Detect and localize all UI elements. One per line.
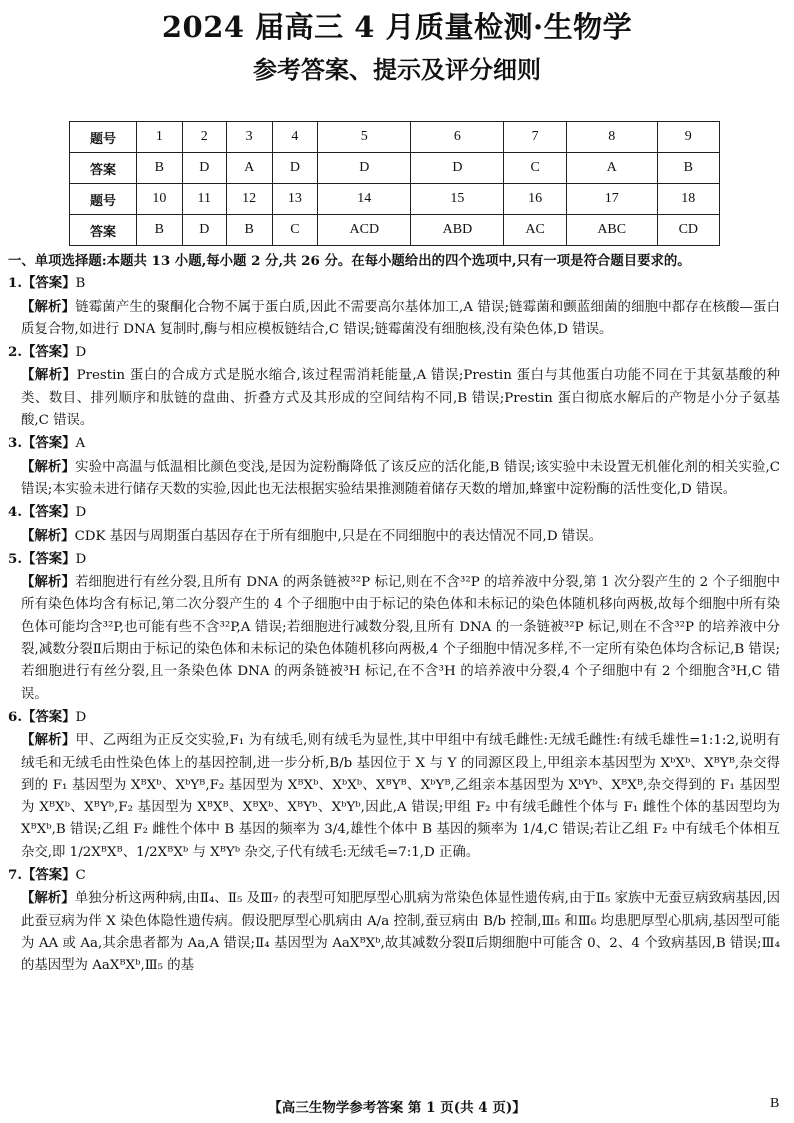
section-heading: 一、单项选择题:本题共 13 小题,每小题 2 分,共 26 分。在每小题给出的四个选项中,只有一项是符合题目要求的。 [8,253,691,269]
answer-line [8,341,780,364]
page-subtitle: 参考答案、提示及评分细则 [253,55,541,84]
answer-table-cell: ABD [411,215,504,246]
answer-table-cell: 7 [504,122,566,153]
question-list [8,272,780,977]
answer-table-cell: 9 [657,122,719,153]
answer-table-cell: 14 [318,184,411,215]
answer-line [8,432,780,455]
answer-value: A [75,436,86,452]
answer-table-cell: 18 [657,184,719,215]
row-label: 答案 [70,215,137,246]
question-number: 7. [8,867,22,884]
explanation-tag: 【解析】 [21,732,76,749]
row-label: 题号 [70,122,137,153]
answer-table-cell: 17 [566,184,657,215]
explanation [8,887,780,977]
explanation-text: CDK 基因与周期蛋白基因存在于所有细胞中,只是在不同细胞中的表达情况不同,D 错误。 [74,528,602,544]
explanation-tag: 【解析】 [21,298,76,315]
page-title: 2024 届高三 4 月质量检测·生物学 [161,10,633,44]
answer-table-cell: D [182,215,226,246]
answer-tag: 【答案】 [21,867,76,884]
answer-tag: 【答案】 [21,435,76,452]
page-footer: 【高三生物学参考答案 第 1 页(共 4 页)】 [268,1100,526,1116]
answer-tag: 【答案】 [21,504,76,521]
answer-table-cell: B [657,153,719,184]
explanation-tag: 【解析】 [21,458,76,475]
answer-table-cell: B [137,153,183,184]
row-label: 答案 [70,153,137,184]
answer-table-cell: D [411,153,504,184]
answer-table-cell: 6 [411,122,504,153]
answer-line [8,548,780,571]
answer-table-cell: 4 [272,122,318,153]
question-number: 1. [8,275,22,292]
version-label: B [770,1096,780,1111]
answer-tag: 【答案】 [21,344,76,361]
answer-table-cell: 15 [411,184,504,215]
answer-value: D [75,505,87,521]
answer-line [8,864,780,887]
answer-tag: 【答案】 [21,708,76,725]
explanation [8,525,780,548]
answer-table-cell: D [182,153,226,184]
explanation-text: 若细胞进行有丝分裂,且所有 DNA 的两条链被³²P 标记,则在不含³²P 的培养液中分裂,第 1 次分裂产生的 2 个子细胞中所有染色体均含有标记,第二次分裂产生的 4 个子细胞中由于标记的染色体和未标记的染色体随机移向两极,故每个细胞中所有染色体可能均含³²P,也可能有些不含³²P,A 错误;若细胞进行减数分裂,且所有 DNA 的一条链被³²P 标记,则在不含³²P 的培养液中分裂,减数分裂Ⅱ后期由于标记的染色体和未标记的染色体随机移向两极,4 个子细胞中情况多样,不一定所有染色体均含标记,B 错误;若细胞进行有丝分裂,且一条染色体 DNA 的两条链被³H 标记,在不含³H 的培养液中分裂,4 个子细胞中有 2 个细胞含³H,C 错误。 [21,575,780,702]
answer-table-cell: 5 [318,122,411,153]
answer-table-cell: 1 [137,122,183,153]
answer-table-cell: A [226,153,272,184]
explanation [8,729,780,864]
answer-tag: 【答案】 [21,275,76,292]
explanation-tag: 【解析】 [21,527,75,544]
answer-table-cell: 11 [182,184,226,215]
question-number: 3. [8,435,22,452]
answer-table-cell: D [272,153,318,184]
answer-line [8,501,780,524]
question-number: 6. [8,708,22,725]
answer-table-cell: CD [657,215,719,246]
explanation-tag: 【解析】 [21,367,77,384]
question-number: 4. [8,504,22,521]
explanation [8,456,780,502]
answer-table-row [70,215,720,246]
row-label: 题号 [70,184,137,215]
answer-line [8,706,780,729]
answer-table-cell: B [137,215,183,246]
answer-table [69,121,720,246]
answer-table-cell: 10 [137,184,183,215]
explanation-tag: 【解析】 [21,574,76,591]
document-body [8,250,780,978]
answer-value: D [75,345,87,361]
answer-table-row [70,122,720,153]
explanation-text: 单独分析这两种病,由Ⅱ₄、Ⅱ₅ 及Ⅲ₇ 的表型可知肥厚型心肌病为常染色体显性遗传病,由于Ⅱ₅ 家族中无蚕豆病致病基因,因此蚕豆病为伴 X 染色体隐性遗传病。假设肥厚型心肌病由 A/a 控制,蚕豆病由 B/b 控制,Ⅲ₅ 和Ⅲ₆ 均患肥厚型心肌病,基因型可能为 AA 或 Aa,其余患者都为 Aa,A 错误;Ⅱ₄ 基因型为 AaXᴮXᵇ,故其减数分裂Ⅱ后期细胞中可能含 0、2、4 个致病基因,B 错误;Ⅲ₄ 的基因型为 AaXᴮXᵇ,Ⅲ₅ 的基 [21,891,780,974]
question-number: 2. [8,344,22,361]
answer-table-cell: D [318,153,411,184]
explanation [8,296,780,342]
explanation-tag: 【解析】 [21,890,75,907]
explanation [8,571,780,706]
answer-table-row [70,153,720,184]
answer-table-cell: 16 [504,184,566,215]
answer-value: D [75,551,87,567]
explanation-text: 甲、乙两组为正反交实验,F₁ 为有绒毛,则有绒毛为显性,其中甲组中有绒毛雌性:无绒毛雌性:有绒毛雄性=1:1:2,说明有绒毛和无绒毛由性染色体上的基因控制,进一步分析,B/b 基因位于 X 与 Y 的同源区段上,甲组亲本基因型为 XᵇXᵇ、XᴮYᴮ,杂交得到的 F₁ 基因型为 XᴮXᵇ、XᵇYᴮ,F₂ 基因型为 XᴮXᵇ、XᵇXᵇ、XᴮYᴮ、XᵇYᴮ,乙组亲本基因型为 XᵇYᵇ、XᴮXᴮ,杂交得到的 F₁ 基因型为 XᴮXᵇ、XᴮYᵇ,F₂ 基因型为 XᴮXᴮ、XᴮXᵇ、XᴮYᵇ、XᵇYᵇ,因此,A 错误;甲组 F₂ 中有绒毛雌性个体与 F₁ 雌性个体的基因型均为 XᴮXᵇ,B 错误;乙组 F₂ 雌性个体中 B 基因的频率为 3/4,雄性个体中 B 基因的频率为 1/4,C 错误;若让乙组 F₂ 中有绒毛个体相互杂交,即 1/2XᴮXᴮ、1/2XᴮXᵇ 与 XᴮYᵇ 杂交,子代有绒毛:无绒毛=7:1,D 正确。 [21,733,781,860]
answer-table-cell: 2 [182,122,226,153]
answer-tag: 【答案】 [21,550,76,567]
answer-table-cell: 8 [566,122,657,153]
answer-table-cell: 3 [226,122,272,153]
explanation-text: 链霉菌产生的聚酮化合物不属于蛋白质,因此不需要高尔基体加工,A 错误;链霉菌和颤蓝细菌的细胞中都存在核酸—蛋白质复合物,如进行 DNA 复制时,酶与相应模板链结合,C 错误;链霉菌没有细胞核,没有染色体,D 错误。 [21,299,780,337]
answer-table-cell: 13 [272,184,318,215]
answer-table-cell: C [272,215,318,246]
question-number: 5. [8,550,22,567]
answer-value: C [75,868,86,884]
answer-value: B [75,276,86,292]
explanation-text: 实验中高温与低温相比颜色变浅,是因为淀粉酶降低了该反应的活化能,B 错误;该实验中未设置无机催化剂的相关实验,C 错误;本实验未进行储存天数的实验,因此也无法根据实验结果推测随着储存天数的增加,蜂蜜中淀粉酶的活性变化,D 错误。 [21,459,781,497]
answer-table-cell: ACD [318,215,411,246]
answer-table-cell: B [226,215,272,246]
explanation [8,364,780,432]
answer-line [8,272,780,295]
answer-table-row [70,184,720,215]
answer-value: D [75,709,87,725]
answer-table-cell: A [566,153,657,184]
answer-table-cell: C [504,153,566,184]
answer-table-cell: AC [504,215,566,246]
explanation-text: Prestin 蛋白的合成方式是脱水缩合,该过程需消耗能量,A 错误;Prestin 蛋白与其他蛋白功能不同在于其氨基酸的种类、数目、排列顺序和肽链的盘曲、折叠方式及其形成的空间结构不同,B 错误;Prestin 蛋白彻底水解后的产物是小分子氨基酸,C 错误。 [21,368,781,429]
answer-table-cell: 12 [226,184,272,215]
answer-table-cell: ABC [566,215,657,246]
